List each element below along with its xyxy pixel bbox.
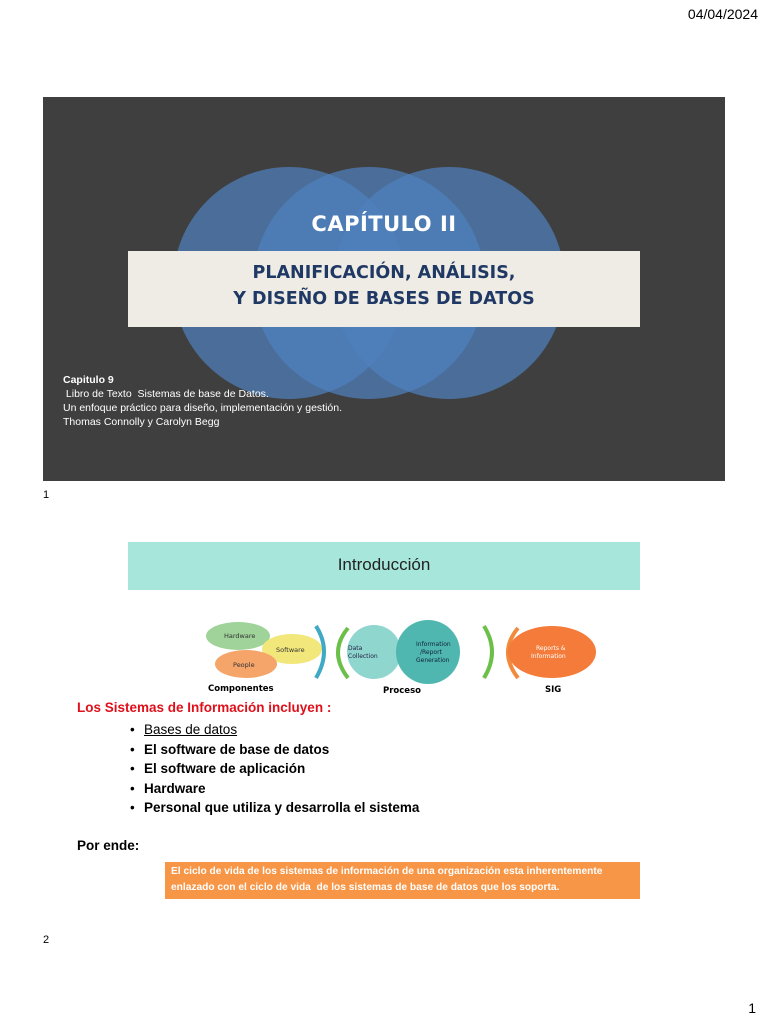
list-item: [130, 779, 419, 799]
data-collection-label: Data: [348, 645, 363, 652]
list-item-text: Personal que utiliza y desarrolla el sistema: [144, 800, 420, 815]
list-item: [130, 720, 419, 740]
data-collection-bubble: [347, 625, 401, 679]
page-number: 1: [748, 1000, 756, 1016]
list-item: [130, 759, 419, 779]
list-item-text: El software de aplicación: [144, 761, 306, 776]
bullet: •: [130, 722, 135, 737]
bracket-arc: [484, 626, 492, 678]
software-label: Software: [276, 646, 305, 654]
bracket-arc: [338, 628, 348, 678]
sig-caption: SIG: [545, 685, 562, 695]
list-item: [130, 740, 419, 760]
components-caption: Componentes: [208, 684, 274, 694]
intro-title-band: [128, 542, 640, 590]
process-caption: Proceso: [383, 686, 421, 696]
slide-1: [43, 97, 725, 481]
reference-line: Thomas Connolly y Carolyn Begg: [63, 416, 220, 428]
slide-number: 2: [43, 934, 50, 946]
information-label: Information: [416, 641, 451, 648]
slide-number: 1: [43, 489, 50, 501]
reference-line: Un enfoque práctico para diseño, implementación y gestión.: [63, 402, 342, 414]
info-systems-heading: Los Sistemas de Información incluyen :: [77, 700, 332, 715]
components-list: [130, 720, 419, 818]
information-system-diagram: [200, 616, 610, 696]
list-item: [130, 798, 419, 818]
title-line-2: Y DISEÑO DE BASES DE DATOS: [233, 289, 535, 309]
list-item-text: Hardware: [144, 780, 206, 796]
people-label: People: [233, 661, 255, 669]
por-ende-label: Por ende:: [77, 838, 140, 853]
hardware-label: Hardware: [224, 632, 256, 640]
chapter-title: CAPÍTULO II: [311, 212, 457, 236]
information-label: /Report: [420, 649, 442, 656]
callout-line: enlazado con el ciclo de vida de los sistemas de base de datos que los soporta.: [171, 882, 560, 893]
callout-line: El ciclo de vida de los sistemas de información de una organización esta inherentemente: [171, 866, 603, 877]
bullet: •: [130, 761, 135, 776]
bullet: •: [130, 800, 135, 815]
reports-label: Information: [531, 653, 566, 660]
title-band: [128, 251, 640, 327]
reference-line: Libro de Texto Sistemas de base de Datos.: [63, 388, 269, 400]
reports-label: Reports &: [536, 645, 566, 652]
bullet: •: [130, 780, 135, 796]
slide-title: Introducción: [337, 555, 431, 574]
data-collection-label: Collection: [348, 653, 378, 660]
document-date: 04/04/2024: [687, 6, 758, 22]
list-item-text: Bases de datos: [144, 722, 238, 737]
information-label: Generation: [416, 657, 450, 664]
lifecycle-callout: [165, 862, 640, 899]
reference-block: [63, 373, 342, 429]
list-item-text: El software de base de datos: [144, 741, 330, 757]
reports-bubble: [508, 626, 596, 678]
title-line-1: PLANIFICACIÓN, ANÁLISIS,: [252, 263, 516, 283]
reference-heading: Capitulo 9: [63, 374, 114, 386]
bullet: •: [130, 741, 135, 757]
